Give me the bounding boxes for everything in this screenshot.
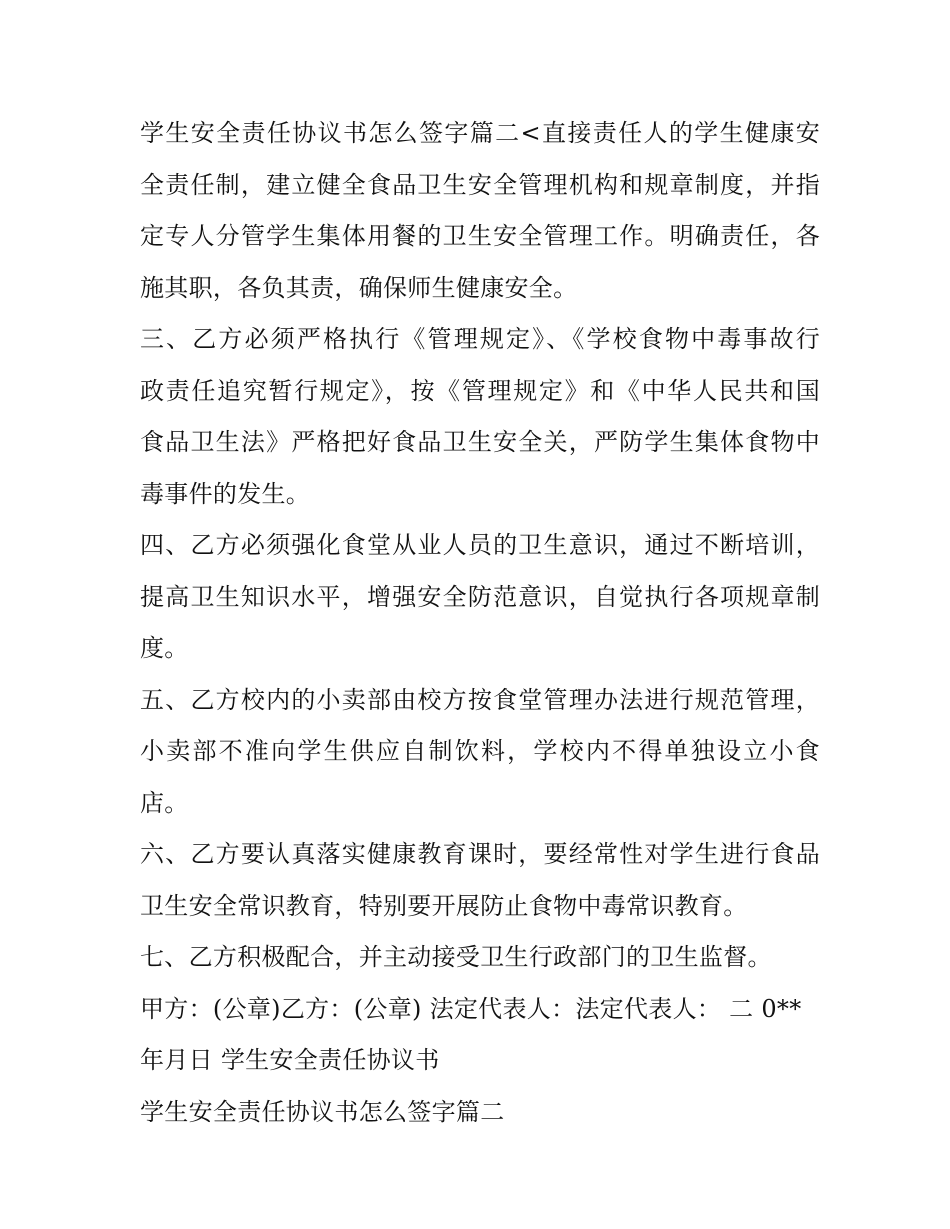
text-line: 店。 [140,788,189,817]
text-line: 卫生安全常识教育，特别要开展防止食物中毒常识教育。 [140,891,748,920]
text-line: 度。 [140,634,189,662]
text-line: 小卖部不准向学生供应自制饮料，学校内不得单独设立小食 [140,737,820,765]
text-line: 定专人分管学生集体用餐的卫生安全管理工作。明确责任，各 [140,222,820,250]
text-line: 甲方：(公章)乙方：(公章) 法定代表人：法定代表人： 二 0** [140,994,802,1023]
text-line: 提高卫生知识水平，增强安全防范意识，自觉执行各项规章制 [140,582,820,611]
text-line: 七、乙方积极配合，并主动接受卫生行政部门的卫生监督。 [140,943,772,971]
text-line: 政责任追究暂行规定》，按《管理规定》和《中华人民共和国 [140,376,820,405]
text-line: 全责任制，建立健全食品卫生安全管理机构和规章制度，并指 [140,170,820,199]
text-line: 毒事件的发生。 [140,479,311,508]
text-line: 学生安全责任协议书怎么签字篇二 [140,1097,505,1126]
text-line: 学生安全责任协议书怎么签字篇二<直接责任人的学生健康安 [140,119,820,147]
text-line: 五、乙方校内的小卖部由校方按食堂管理办法进行规范管理， [140,685,820,714]
document-page [140,108,820,1138]
text-line: 年月日 学生安全责任协议书 [140,1046,440,1074]
text-line: 六、乙方要认真落实健康教育课时，要经常性对学生进行食品 [140,840,820,868]
text-line: 四、乙方必须强化食堂从业人员的卫生意识，通过不断培训， [140,531,820,559]
text-line: 食品卫生法》严格把好食品卫生安全关，严防学生集体食物中 [140,428,820,456]
text-line: 三、乙方必须严格执行《管理规定》、《学校食物中毒事故行 [140,325,820,353]
text-line: 施其职，各负其责，确保师生健康安全。 [140,273,578,302]
